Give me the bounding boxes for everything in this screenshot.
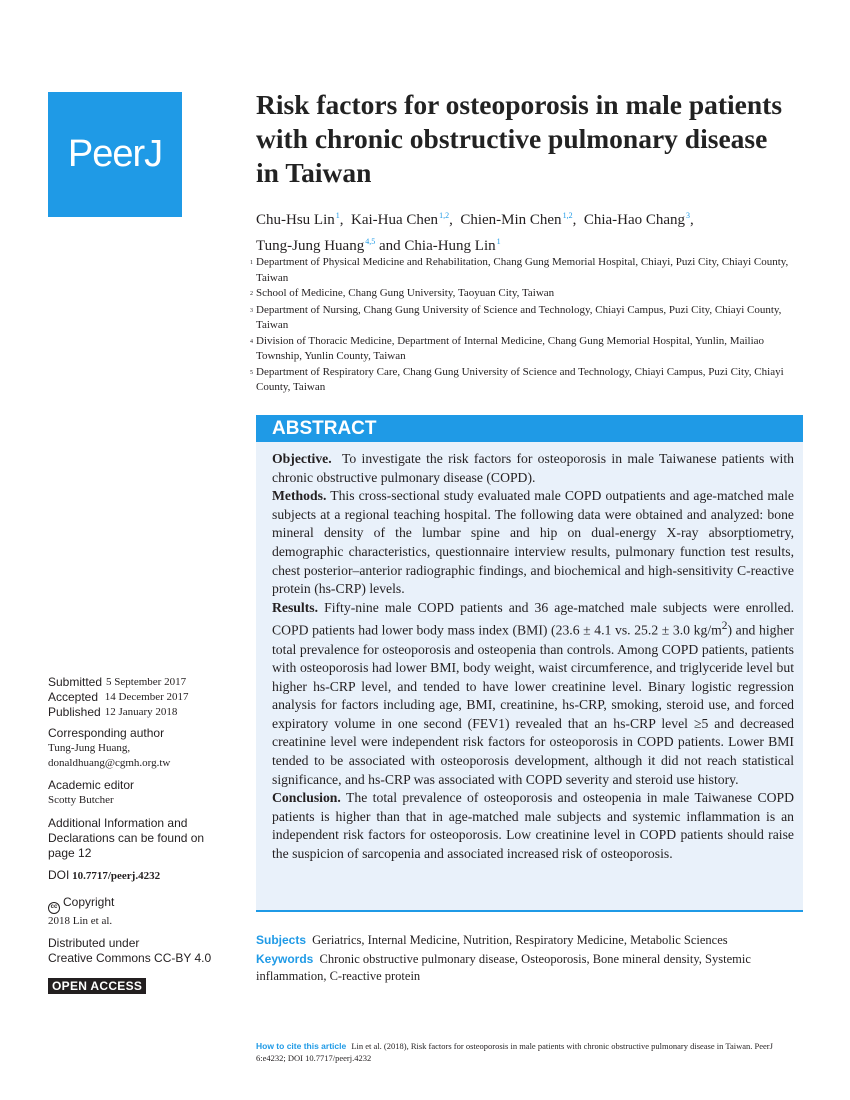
author[interactable]: Tung-Jung Huang$^{4,5}$: [256, 237, 376, 254]
affiliations: [250, 255, 800, 396]
license: Distributed under Creative Commons CC-BY 4.0: [48, 936, 233, 966]
abstract-body: [256, 442, 803, 864]
subjects: Subjects Geriatrics, Internal Medicine, Nutrition, Respiratory Medicine, Metabolic Sciences: [256, 933, 728, 947]
additional-info-link[interactable]: Additional Information and Declarations can be found on page 12: [48, 816, 205, 860]
doi: DOI 10.7717/peerj.4232: [48, 868, 161, 882]
author[interactable]: Chu-Hsu Lin$^1$: [256, 211, 340, 228]
copyright: cc Copyright 2018 Lin et al.: [48, 895, 115, 927]
open-access-badge: OPEN ACCESS: [48, 978, 146, 994]
article-dates: Submitted 5 September 2017 Accepted 14 December 2017 Published 12 January 2018: [48, 675, 189, 719]
affiliation: 3 Department of Nursing, Chang Gung University of Science and Technology, Chiayi Campus, Puzi City, Chiayi County, Taiwan: [250, 303, 782, 331]
copyright-icon: cc: [48, 902, 60, 914]
article-title: Risk factors for osteoporosis in male patients with chronic obstructive pulmonary disease in Taiwan: [256, 89, 783, 188]
abstract-objective: Objective. To investigate the risk factors for osteoporosis in male Taiwanese patients with chronic obstructive pulmonary disease (COPD).: [272, 451, 794, 485]
affiliation: 4 Division of Thoracic Medicine, Department of Internal Medicine, Chang Gung Memorial Hospital, Yunlin, Mailiao Township, Yunlin County, Taiwan: [250, 334, 765, 362]
affiliation: 5 Department of Respiratory Care, Chang Gung University of Science and Technology, Chiayi Campus, Puzi City, Chiayi County, Taiwan: [250, 365, 784, 393]
corresponding-author: Corresponding author Tung-Jung Huang, donaldhuang@cgmh.org.tw: [48, 726, 233, 771]
author[interactable]: Chien-Min Chen$^{1,2}$: [460, 211, 573, 228]
academic-editor: Academic editor Scotty Butcher: [48, 778, 135, 806]
author[interactable]: Kai-Hua Chen$^{1,2}$: [351, 211, 450, 228]
doi-link[interactable]: 10.7717/peerj.4232: [72, 870, 161, 882]
citation: How to cite this article Lin et al. (2018), Risk factors for osteoporosis in male patients with chronic obstructive pulmonary disease in Taiwan. PeerJ 6:e4232; DOI 10.7717/peerj.4232: [256, 1041, 773, 1063]
authors-conjunction: and: [378, 238, 401, 254]
author[interactable]: Chia-Hung Lin$^1$: [404, 237, 501, 254]
abstract-conclusion: Conclusion. The total prevalence of osteoporosis and osteopenia in male Taiwanese COPD patients is higher than that in age-matched male subjects and systemic inflammation is an independent risk factors for osteoporosis. Low creatinine level in COPD patients should raise the suspicion of sarcopenia and associated increased risk of osteoporosis.: [272, 790, 794, 862]
affiliation: 2 School of Medicine, Chang Gung University, Taoyuan City, Taiwan: [250, 287, 555, 299]
license-link[interactable]: Creative Commons CC-BY 4.0: [48, 951, 212, 965]
keywords: Keywords Chronic obstructive pulmonary disease, Osteoporosis, Bone mineral density, Systemic inflammation, C-reactive protein: [256, 952, 751, 983]
affiliation: 1 Department of Physical Medicine and Rehabilitation, Chang Gung Memorial Hospital, Chiayi, Puzi City, Chiayi County, Taiwan: [250, 256, 789, 284]
corresponding-email-link[interactable]: donaldhuang@cgmh.org.tw: [48, 757, 171, 769]
author-list: Chu-Hsu Lin$^1$, Kai-Hua Chen$^{1,2}$, Chien-Min Chen$^{1,2}$, Chia-Hao Chang$^3$, Tung-Jung Huang$^{4,5}$ and Chia-Hung Lin$^1$: [256, 211, 694, 254]
author[interactable]: Chia-Hao Chang$^3$: [583, 211, 691, 228]
abstract-box: [256, 415, 803, 912]
peerj-logo: PeerJ: [48, 92, 182, 217]
abstract-methods: Methods. This cross-sectional study evaluated male COPD outpatients and age-matched male subjects at a regional teaching hospital. The following data were obtained and analyzed: bone mineral density of the lumbar spine and hip on dual-energy X-ray absorptiometry, demographic characteristics, questionnaire interview results, pulmonary function test results, chest posterior–anterior radiographic findings, and biochemical and high-sensitivity C-reactive protein (hs-CRP) levels.: [272, 488, 794, 597]
abstract-heading: ABSTRACT: [256, 415, 803, 442]
abstract-results: Results. Fifty-nine male COPD patients and 36 age-matched male subjects were enrolled. COPD patients had lower body mass index (BMI) (23.6 ± 4.1 vs. 25.2 ± 3.0 $kg/m^2$) and higher total prevalence for osteoporosis and osteopenia than controls. Among COPD patients, patients with osteoporosis had lower BMI, body weight, waist circumference, and triglyceride level but higher hs-CRP level, and tended to have lower creatinine level. Binary logistic regression analysis for factors including age, BMI, creatinine, hs-CRP, smoking, steroid use, and forced expiratory volume in one second (FEV1) revealed that an hs-CRP level ≥5 and decreased creatinine level were independent risk factors for osteoporosis in COPD patients. Lower BMI tended to be associated with osteoporosis development, although it did not reach statistical significance, and hs-CRP was associated with COPD severity and steroid use history.: [272, 599, 794, 787]
